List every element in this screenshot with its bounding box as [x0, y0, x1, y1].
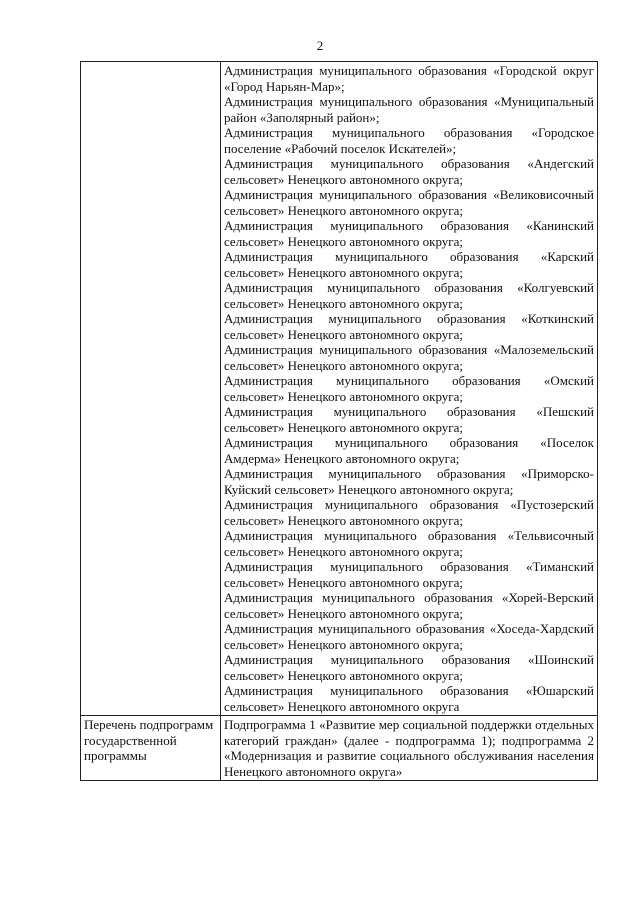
- table-row: [81, 62, 598, 716]
- list-item: Администрация муниципального образования «Омский сельсовет» Ненецкого автономного округа;: [224, 373, 594, 404]
- list-item: Администрация муниципального образования «Пустозерский сельсовет» Ненецкого автономного округа;: [224, 497, 594, 528]
- list-item: Администрация муниципального образования «Андегский сельсовет» Ненецкого автономного округа;: [224, 156, 594, 187]
- table-row: [81, 716, 598, 781]
- list-item: Администрация муниципального образования «Тельвисочный сельсовет» Ненецкого автономного округа;: [224, 528, 594, 559]
- list-item: Администрация муниципального образования «Юшарский сельсовет» Ненецкого автономного округа: [224, 683, 594, 714]
- list-item: Администрация муниципального образования «Городской округ «Город Нарьян-Мар»;: [224, 63, 594, 94]
- subprograms-label-cell: Перечень подпрограмм государственной программы: [81, 716, 221, 781]
- subprograms-content-cell: Подпрограмма 1 «Развитие мер социальной поддержки отдельных категорий граждан» (далее - подпрограмма 1); подпрограмма 2 «Модернизация и развитие социального обслуживания населения Ненецкого автономного округа»: [221, 716, 598, 781]
- list-item: Администрация муниципального образования «Муниципальный район «Заполярный район»;: [224, 94, 594, 125]
- list-item: Администрация муниципального образования «Коткинский сельсовет» Ненецкого автономного округа;: [224, 311, 594, 342]
- list-item: Администрация муниципального образования «Приморско-Куйский сельсовет» Ненецкого автономного округа;: [224, 466, 594, 497]
- page-number: 2: [316, 38, 324, 53]
- list-item: Администрация муниципального образования «Карский сельсовет» Ненецкого автономного округа;: [224, 249, 594, 280]
- list-item: Администрация муниципального образования «Городское поселение «Рабочий поселок Искателей»;: [224, 125, 594, 156]
- list-item: Администрация муниципального образования «Малоземельский сельсовет» Ненецкого автономного округа;: [224, 342, 594, 373]
- list-item: Администрация муниципального образования «Канинский сельсовет» Ненецкого автономного округа;: [224, 218, 594, 249]
- list-item: Администрация муниципального образования «Хорей-Верский сельсовет» Ненецкого автономного округа;: [224, 590, 594, 621]
- list-item: Администрация муниципального образования «Колгуевский сельсовет» Ненецкого автономного округа;: [224, 280, 594, 311]
- list-item: Администрация муниципального образования «Великовисочный сельсовет» Ненецкого автономного округа;: [224, 187, 594, 218]
- list-item: Администрация муниципального образования «Поселок Амдерма» Ненецкого автономного округа;: [224, 435, 594, 466]
- program-table: [80, 61, 598, 781]
- row1-label-cell: [81, 62, 221, 716]
- list-item: Администрация муниципального образования «Пешский сельсовет» Ненецкого автономного округа;: [224, 404, 594, 435]
- list-item: Администрация муниципального образования «Хоседа-Хардский сельсовет» Ненецкого автономного округа;: [224, 621, 594, 652]
- row1-content-cell: [221, 62, 598, 716]
- list-item: Администрация муниципального образования «Тиманский сельсовет» Ненецкого автономного округа;: [224, 559, 594, 590]
- list-item: Администрация муниципального образования «Шоинский сельсовет» Ненецкого автономного округа;: [224, 652, 594, 683]
